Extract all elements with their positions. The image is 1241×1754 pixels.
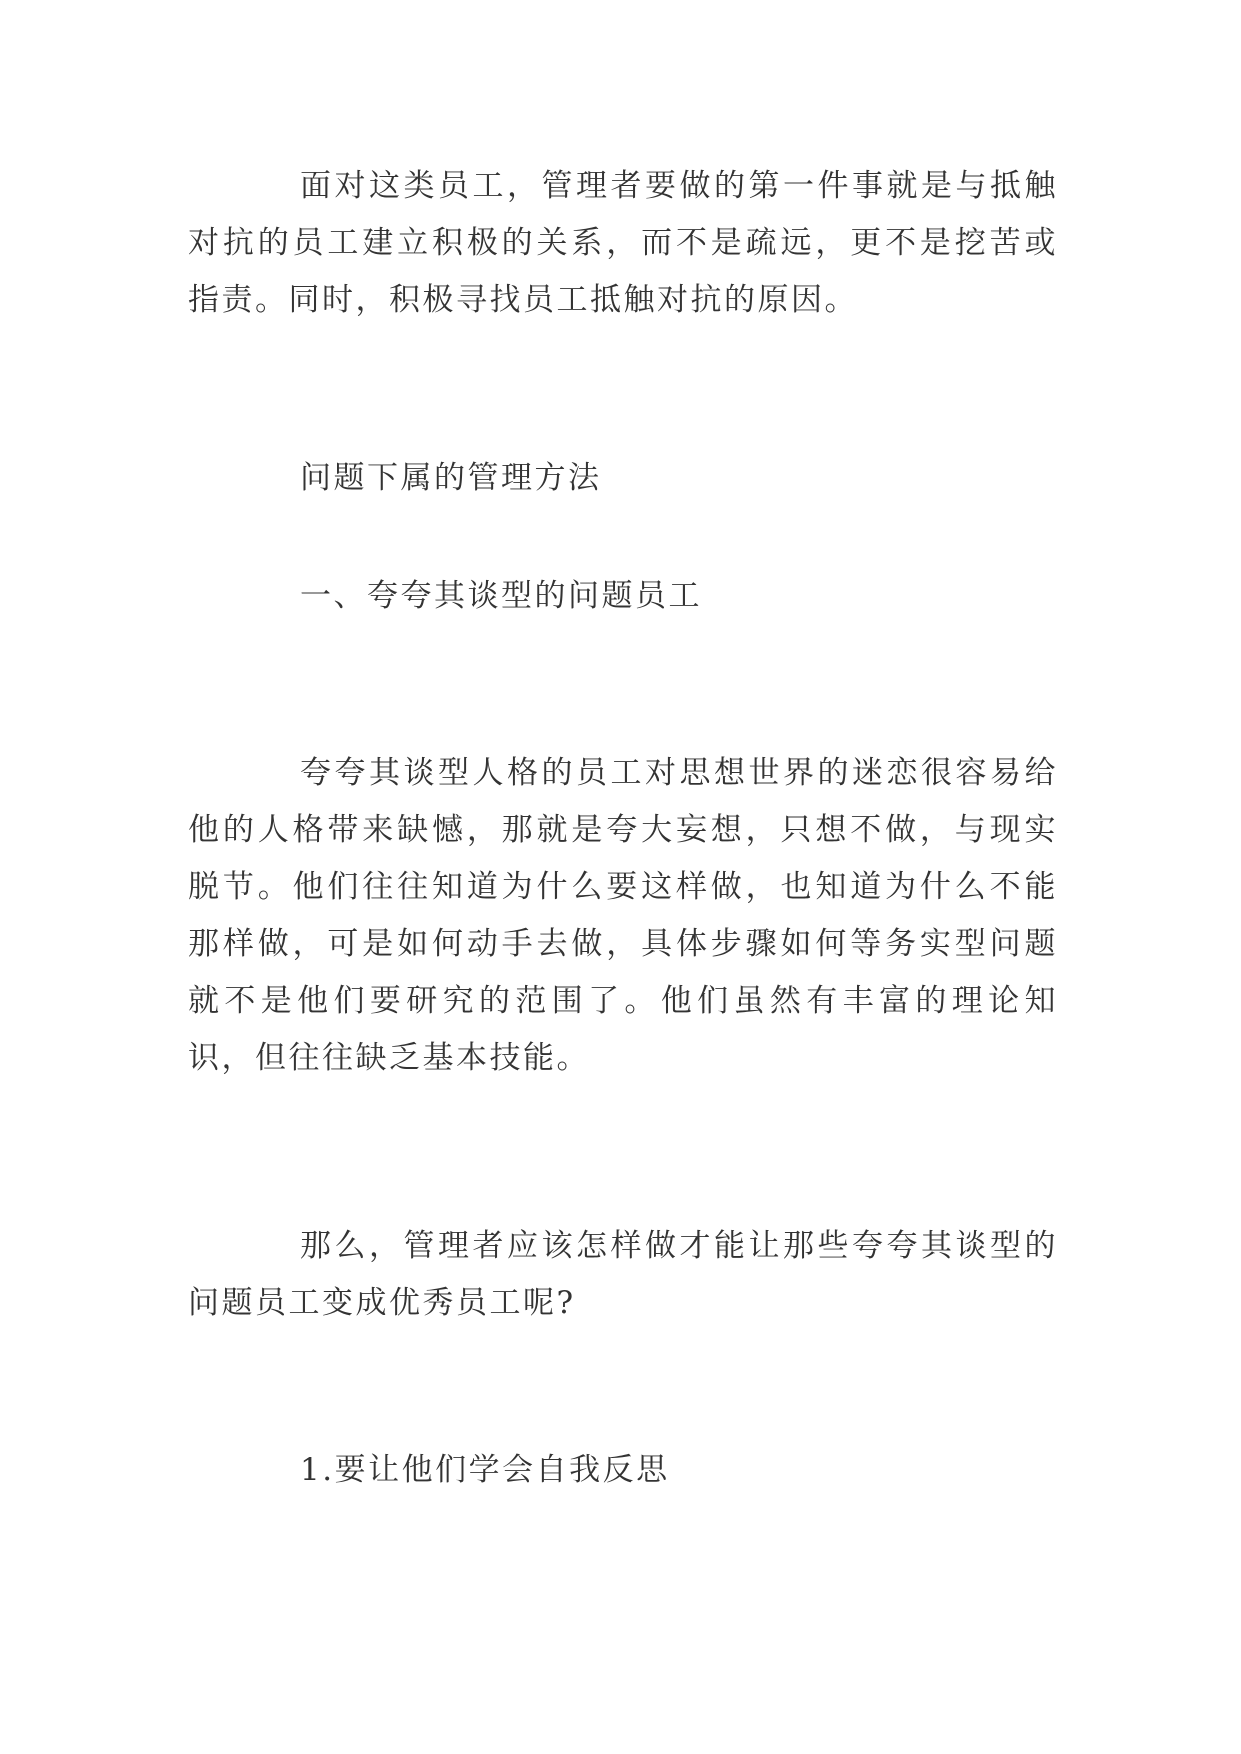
- subsection-title: 一、夸夸其谈型的问题员工: [300, 578, 702, 614]
- paragraph-question: 那么，管理者应该怎样做才能让那些夸夸其谈型的问题员工变成优秀员工呢?: [188, 1228, 1058, 1321]
- section-title: 问题下属的管理方法: [300, 460, 602, 496]
- list-item-heading: 1.要让他们学会自我反思: [300, 1452, 670, 1488]
- paragraph-intro: 面对这类员工，管理者要做的第一件事就是与抵触对抗的员工建立积极的关系，而不是疏远，更不是挖苦或指责。同时，积极寻找员工抵触对抗的原因。: [188, 168, 1058, 318]
- paragraph-description: 夸夸其谈型人格的员工对思想世界的迷恋很容易给他的人格带来缺憾，那就是夸大妄想，只想不做，与现实脱节。他们往往知道为什么要这样做，也知道为什么不能那样做，可是如何动手去做，具体步骤如何等务实型问题就不是他们要研究的范围了。他们虽然有丰富的理论知识，但往往缺乏基本技能。: [188, 755, 1058, 1076]
